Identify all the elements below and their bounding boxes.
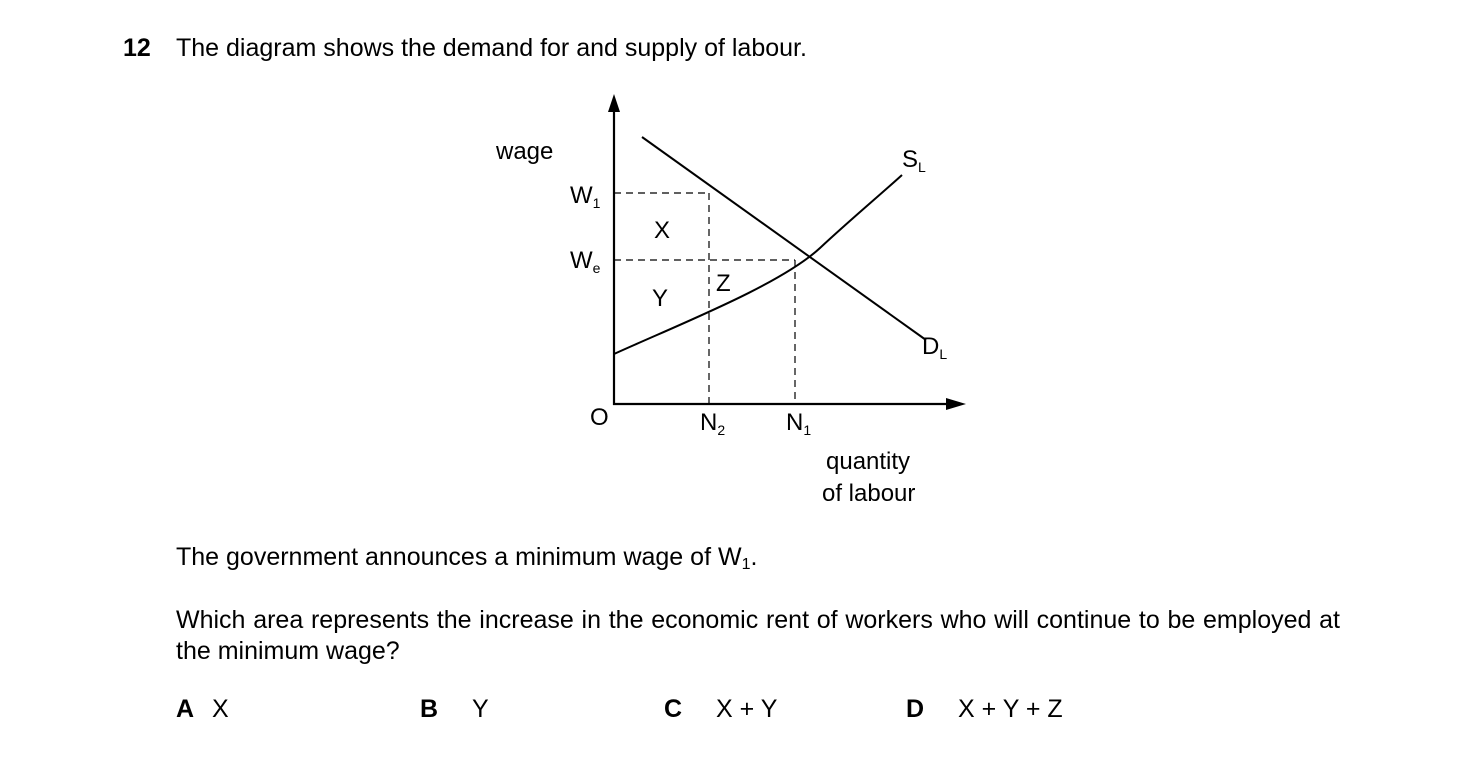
origin-label: O [590, 404, 609, 431]
option-d-text: X + Y + Z [958, 695, 1063, 723]
supply-curve [614, 175, 902, 354]
option-a-letter: A [176, 695, 195, 723]
option-a-text: X [212, 695, 229, 723]
x-axis-label-line1: quantity [826, 448, 911, 475]
demand-curve [642, 137, 926, 340]
w1-label: $W_1$ [570, 182, 601, 211]
y-axis-label: wage [496, 138, 554, 165]
n2-label: $N_2$ [700, 409, 726, 438]
x-axis-label-line2: of labour [822, 480, 916, 507]
announcement-text: The government announces a minimum wage of $W_1$. [176, 543, 758, 573]
option-a[interactable] [176, 694, 229, 724]
option-c-text: X + Y [716, 695, 778, 723]
option-c-letter: C [664, 695, 683, 723]
demand-label: $D_L$ [922, 333, 948, 362]
area-z-label: Z [716, 270, 731, 297]
option-b-text: Y [472, 695, 489, 723]
option-c[interactable] [664, 694, 777, 724]
area-y-label: Y [652, 285, 669, 312]
we-label: $W_e$ [570, 247, 601, 276]
question-prompt: Which area represents the increase in the economic rent of workers who will continue to be employed at the minimum wage? [176, 606, 1340, 665]
supply-label: $S_L$ [902, 146, 926, 175]
n1-label: $N_1$ [786, 409, 812, 438]
option-d[interactable] [906, 694, 1063, 724]
option-d-letter: D [906, 695, 925, 723]
y-axis-arrow [608, 94, 620, 112]
option-b[interactable] [420, 694, 489, 724]
area-x-label: X [654, 217, 671, 244]
dashed-guides [614, 193, 795, 404]
x-axis-arrow [946, 398, 966, 410]
question-stem: The diagram shows the demand for and supply of labour. [176, 34, 807, 62]
option-b-letter: B [420, 695, 439, 723]
question-number: 12 [123, 34, 151, 62]
